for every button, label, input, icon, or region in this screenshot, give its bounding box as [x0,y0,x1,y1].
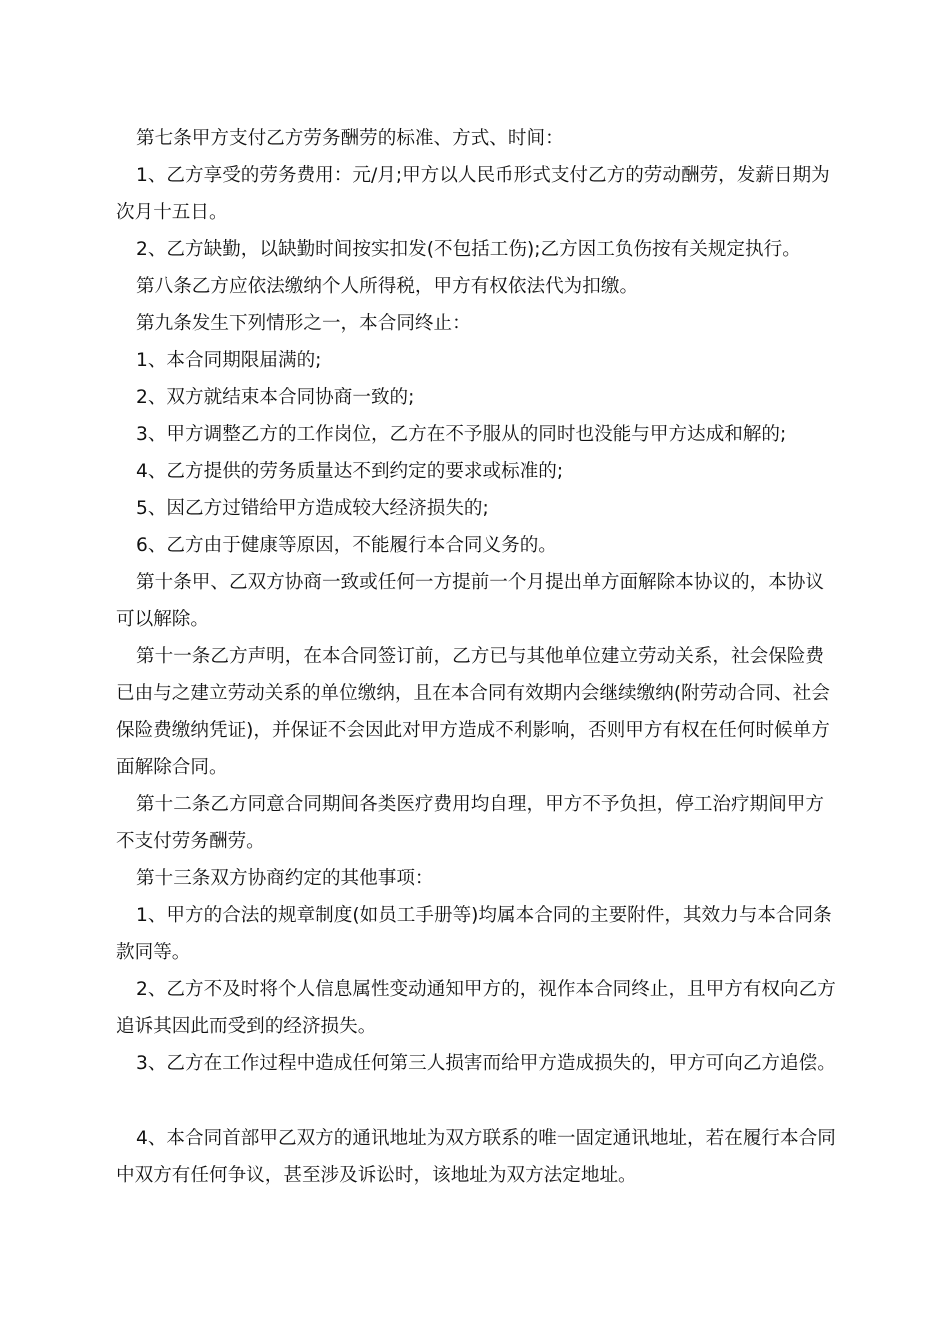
clause-7-item-1: 1、乙方享受的劳务费用：元/月;甲方以人民币形式支付乙方的劳动酬劳，发薪日期为次月十五日。 [116,165,830,223]
paragraph-gap [116,1082,840,1120]
clause-13-item-3: 3、乙方在工作过程中造成任何第三人损害而给甲方造成损失的，甲方可向乙方追偿。 [136,1053,836,1074]
document-page [116,120,840,1194]
clause-9-item-2: 2、双方就结束本合同协商一致的; [136,387,415,408]
clause-7-heading: 第七条甲方支付乙方劳务酬劳的标准、方式、时间： [136,128,564,149]
clause-13-heading: 第十三条双方协商约定的其他事项： [136,868,434,889]
clause-8: 第八条乙方应依法缴纳个人所得税，甲方有权依法代为扣缴。 [136,276,639,297]
clause-13-item-1: 1、甲方的合法的规章制度(如员工手册等)均属本合同的主要附件，其效力与本合同条款同等。 [116,905,832,963]
clause-13-item-2: 2、乙方不及时将个人信息属性变动通知甲方的，视作本合同终止，且甲方有权向乙方追诉其因此而受到的经济损失。 [116,979,836,1037]
clause-12: 第十二条乙方同意合同期间各类医疗费用均自理，甲方不予负担，停工治疗期间甲方不支付劳务酬劳。 [116,794,824,852]
clause-9-heading: 第九条发生下列情形之一，本合同终止： [136,313,471,334]
clause-9-item-1: 1、本合同期限届满的; [136,350,322,371]
clause-10: 第十条甲、乙双方协商一致或任何一方提前一个月提出单方面解除本协议的，本协议可以解除。 [116,572,824,630]
clause-7-item-2: 2、乙方缺勤，以缺勤时间按实扣发(不包括工伤);乙方因工负伤按有关规定执行。 [136,239,801,260]
clause-9-item-3: 3、甲方调整乙方的工作岗位，乙方在不予服从的同时也没能与甲方达成和解的; [136,424,787,445]
clause-9-item-5: 5、因乙方过错给甲方造成较大经济损失的; [136,498,489,519]
clause-11: 第十一条乙方声明，在本合同签订前，乙方已与其他单位建立劳动关系，社会保险费已由与之建立劳动关系的单位缴纳，且在本合同有效期内会继续缴纳(附劳动合同、社会保险费缴纳凭证)，并保证不会因此对甲方造成不利影响，否则甲方有权在任何时候单方面解除合同。 [116,646,830,778]
clause-9-item-6: 6、乙方由于健康等原因，不能履行本合同义务的。 [136,535,557,556]
clause-13-item-4: 4、本合同首部甲乙双方的通讯地址为双方联系的唯一固定通讯地址，若在履行本合同中双方有任何争议，甚至涉及诉讼时，该地址为双方法定地址。 [116,1128,836,1186]
clause-9-item-4: 4、乙方提供的劳务质量达不到约定的要求或标准的; [136,461,564,482]
